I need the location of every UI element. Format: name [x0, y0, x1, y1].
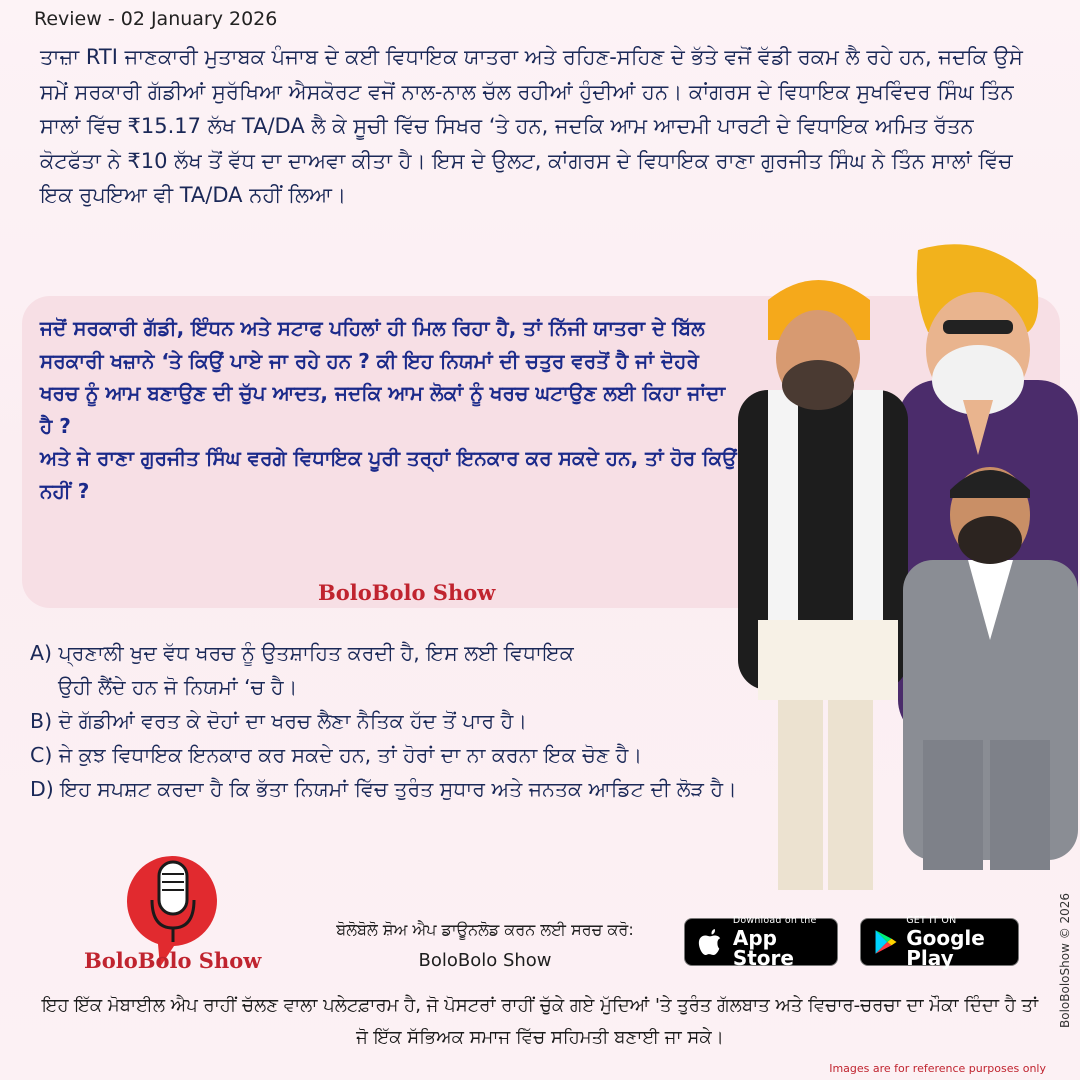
footer-description: ਇਹ ਇੱਕ ਮੋਬਾਈਲ ਐਪ ਰਾਹੀਂ ਚੱਲਣ ਵਾਲਾ ਪਲੇਟਫ਼ਾਰਮ ਹੈ, ਜੋ ਪੋਸਟਰਾਂ ਰਾਹੀਂ ਚੁੱਕੇ ਗਏ ਮੁੱਦਿਆਂ 'ਤੇ ਤੁਰੰਤ ਗੱਲਬਾਤ ਅਤੇ ਵਿਚਾਰ-ਚਰਚਾ ਦਾ ਮੌਕਾ ਦਿੰਦਾ ਹੈ ਤਾਂ ਜੋ ਇੱਕ ਸੱਭਿਅਕ ਸਮਾਜ ਵਿੱਚ ਸਹਿਮਤੀ ਬਣਾਈ ਜਾ ਸਕੇ।	[41, 995, 1039, 1048]
answer-options	[30, 636, 950, 806]
download-prompt: ਬੋਲੋਬੋਲੋ ਸ਼ੋਅ ਐਪ ਡਾਊਨਲੋਡ ਕਰਨ ਲਈ ਸਰਚ ਕਰੋ:	[336, 920, 634, 939]
question-watermark: BoloBolo Show	[318, 580, 496, 605]
google-play-icon	[873, 926, 898, 958]
option-b[interactable]: B) ਦੋ ਗੱਡੀਆਂ ਵਰਤ ਕੇ ਦੋਹਾਂ ਦਾ ਖਰਚ ਲੈਣਾ ਨੈਤਿਕ ਹੱਦ ਤੋਂ ਪਾਰ ਹੈ।	[30, 709, 528, 733]
apple-icon	[697, 925, 725, 959]
app-store-small-text: Download on the	[732, 915, 817, 927]
option-a-line-2: ਉਹੀ ਲੈਂਦੇ ਹਨ ਜੋ ਨਿਯਮਾਂ ‘ਚ ਹੈ।	[58, 675, 298, 699]
download-app-name: BoloBolo Show	[418, 950, 552, 971]
question-part-2: ਅਤੇ ਜੇ ਰਾਣਾ ਗੁਰਜੀਤ ਸਿੰਘ ਵਰਗੇ ਵਿਧਾਇਕ ਪੂਰੀ ਤਰ੍ਹਾਂ ਇਨਕਾਰ ਕਰ ਸਕਦੇ ਹਨ, ਤਾਂ ਹੋਰ ਕਿਉਂ ਨਹੀਂ ?	[40, 446, 737, 503]
intro-paragraph: ਤਾਜ਼ਾ RTI ਜਾਣਕਾਰੀ ਮੁਤਾਬਕ ਪੰਜਾਬ ਦੇ ਕਈ ਵਿਧਾਇਕ ਯਾਤਰਾ ਅਤੇ ਰਹਿਣ-ਸਹਿਣ ਦੇ ਭੱਤੇ ਵਜੋਂ ਵੱਡੀ ਰਕਮ ਲੈ ਰਹੇ ਹਨ, ਜਦਕਿ ਉਸੇ ਸਮੇਂ ਸਰਕਾਰੀ ਗੱਡੀਆਂ ਸੁਰੱਖਿਆ ਐਸਕੋਰਟ ਵਜੋਂ ਨਾਲ-ਨਾਲ ਚੱਲ ਰਹੀਆਂ ਹੁੰਦੀਆਂ ਹਨ। ਕਾਂਗਰਸ ਦੇ ਵਿਧਾਇਕ ਸੁਖਵਿੰਦਰ ਸਿੰਘ ਤਿੰਨ ਸਾਲਾਂ ਵਿੱਚ ₹15.17 ਲੱਖ TA/DA ਲੈ ਕੇ ਸੂਚੀ ਵਿੱਚ ਸਿਖਰ ‘ਤੇ ਹਨ, ਜਦਕਿ ਆਮ ਆਦਮੀ ਪਾਰਟੀ ਦੇ ਵਿਧਾਇਕ ਅਮਿਤ ਰੱਤਨ ਕੋਟਫੱਤਾ ਨੇ ₹10 ਲੱਖ ਤੋਂ ਵੱਧ ਦਾ ਦਾਅਵਾ ਕੀਤਾ ਹੈ। ਇਸ ਦੇ ਉਲਟ, ਕਾਂਗਰਸ ਦੇ ਵਿਧਾਇਕ ਰਾਣਾ ਗੁਰਜੀਤ ਸਿੰਘ ਨੇ ਤਿੰਨ ਸਾਲਾਂ ਵਿੱਚ ਇਕ ਰੁਪਇਆ ਵੀ TA/DA ਨਹੀਂ ਲਿਆ।	[40, 45, 1023, 207]
option-d[interactable]: D) ਇਹ ਸਪਸ਼ਟ ਕਰਦਾ ਹੈ ਕਿ ਭੱਤਾ ਨਿਯਮਾਂ ਵਿੱਚ ਤੁਰੰਤ ਸੁਧਾਰ ਅਤੇ ਜਨਤਕ ਆਡਿਟ ਦੀ ਲੋੜ ਹੈ।	[30, 777, 737, 801]
google-play-big-text: Google Play	[906, 925, 985, 970]
app-store-button[interactable]	[684, 915, 838, 970]
question-text	[40, 312, 740, 507]
google-play-button[interactable]	[860, 915, 1019, 970]
option-a[interactable]	[30, 636, 950, 704]
option-a-line-1: A) ਪ੍ਰਣਾਲੀ ਖੁਦ ਵੱਧ ਖਰਚ ਨੂੰ ਉਤਸ਼ਾਹਿਤ ਕਰਦੀ ਹੈ, ਇਸ ਲਈ ਵਿਧਾਇਕ	[30, 641, 574, 665]
reference-note: Images are for reference purposes only	[829, 1062, 1046, 1075]
brand-logo-text: BoloBolo Show	[84, 948, 262, 973]
question-part-1: ਜਦੋਂ ਸਰਕਾਰੀ ਗੱਡੀ, ਇੰਧਨ ਅਤੇ ਸਟਾਫ ਪਹਿਲਾਂ ਹੀ ਮਿਲ ਰਿਹਾ ਹੈ, ਤਾਂ ਨਿੱਜੀ ਯਾਤਰਾ ਦੇ ਬਿੱਲ ਸਰਕਾਰੀ ਖਜ਼ਾਨੇ ‘ਤੇ ਕਿਉਂ ਪਾਏ ਜਾ ਰਹੇ ਹਨ ? ਕੀ ਇਹ ਨਿਯਮਾਂ ਦੀ ਚਤੁਰ ਵਰਤੋਂ ਹੈ ਜਾਂ ਦੋਹਰੇ ਖਰਚ ਨੂੰ ਆਮ ਬਣਾਉਣ ਦੀ ਚੁੱਪ ਆਦਤ, ਜਦਕਿ ਆਮ ਲੋਕਾਂ ਨੂੰ ਖਰਚ ਘਟਾਉਣ ਲਈ ਕਿਹਾ ਜਾਂਦਾ ਹੈ ?	[40, 316, 726, 438]
copyright-vertical: BoloBoloShow © 2026	[1058, 892, 1072, 1028]
review-date-label: Review - 02 January 2026	[34, 8, 278, 30]
google-play-small-text: GET IT ON	[906, 915, 957, 927]
option-c[interactable]: C) ਜੇ ਕੁਝ ਵਿਧਾਇਕ ਇਨਕਾਰ ਕਰ ਸਕਦੇ ਹਨ, ਤਾਂ ਹੋਰਾਂ ਦਾ ਨਾ ਕਰਨਾ ਇਕ ਚੋਣ ਹੈ।	[30, 743, 643, 767]
app-store-big-text: App Store	[732, 925, 794, 970]
